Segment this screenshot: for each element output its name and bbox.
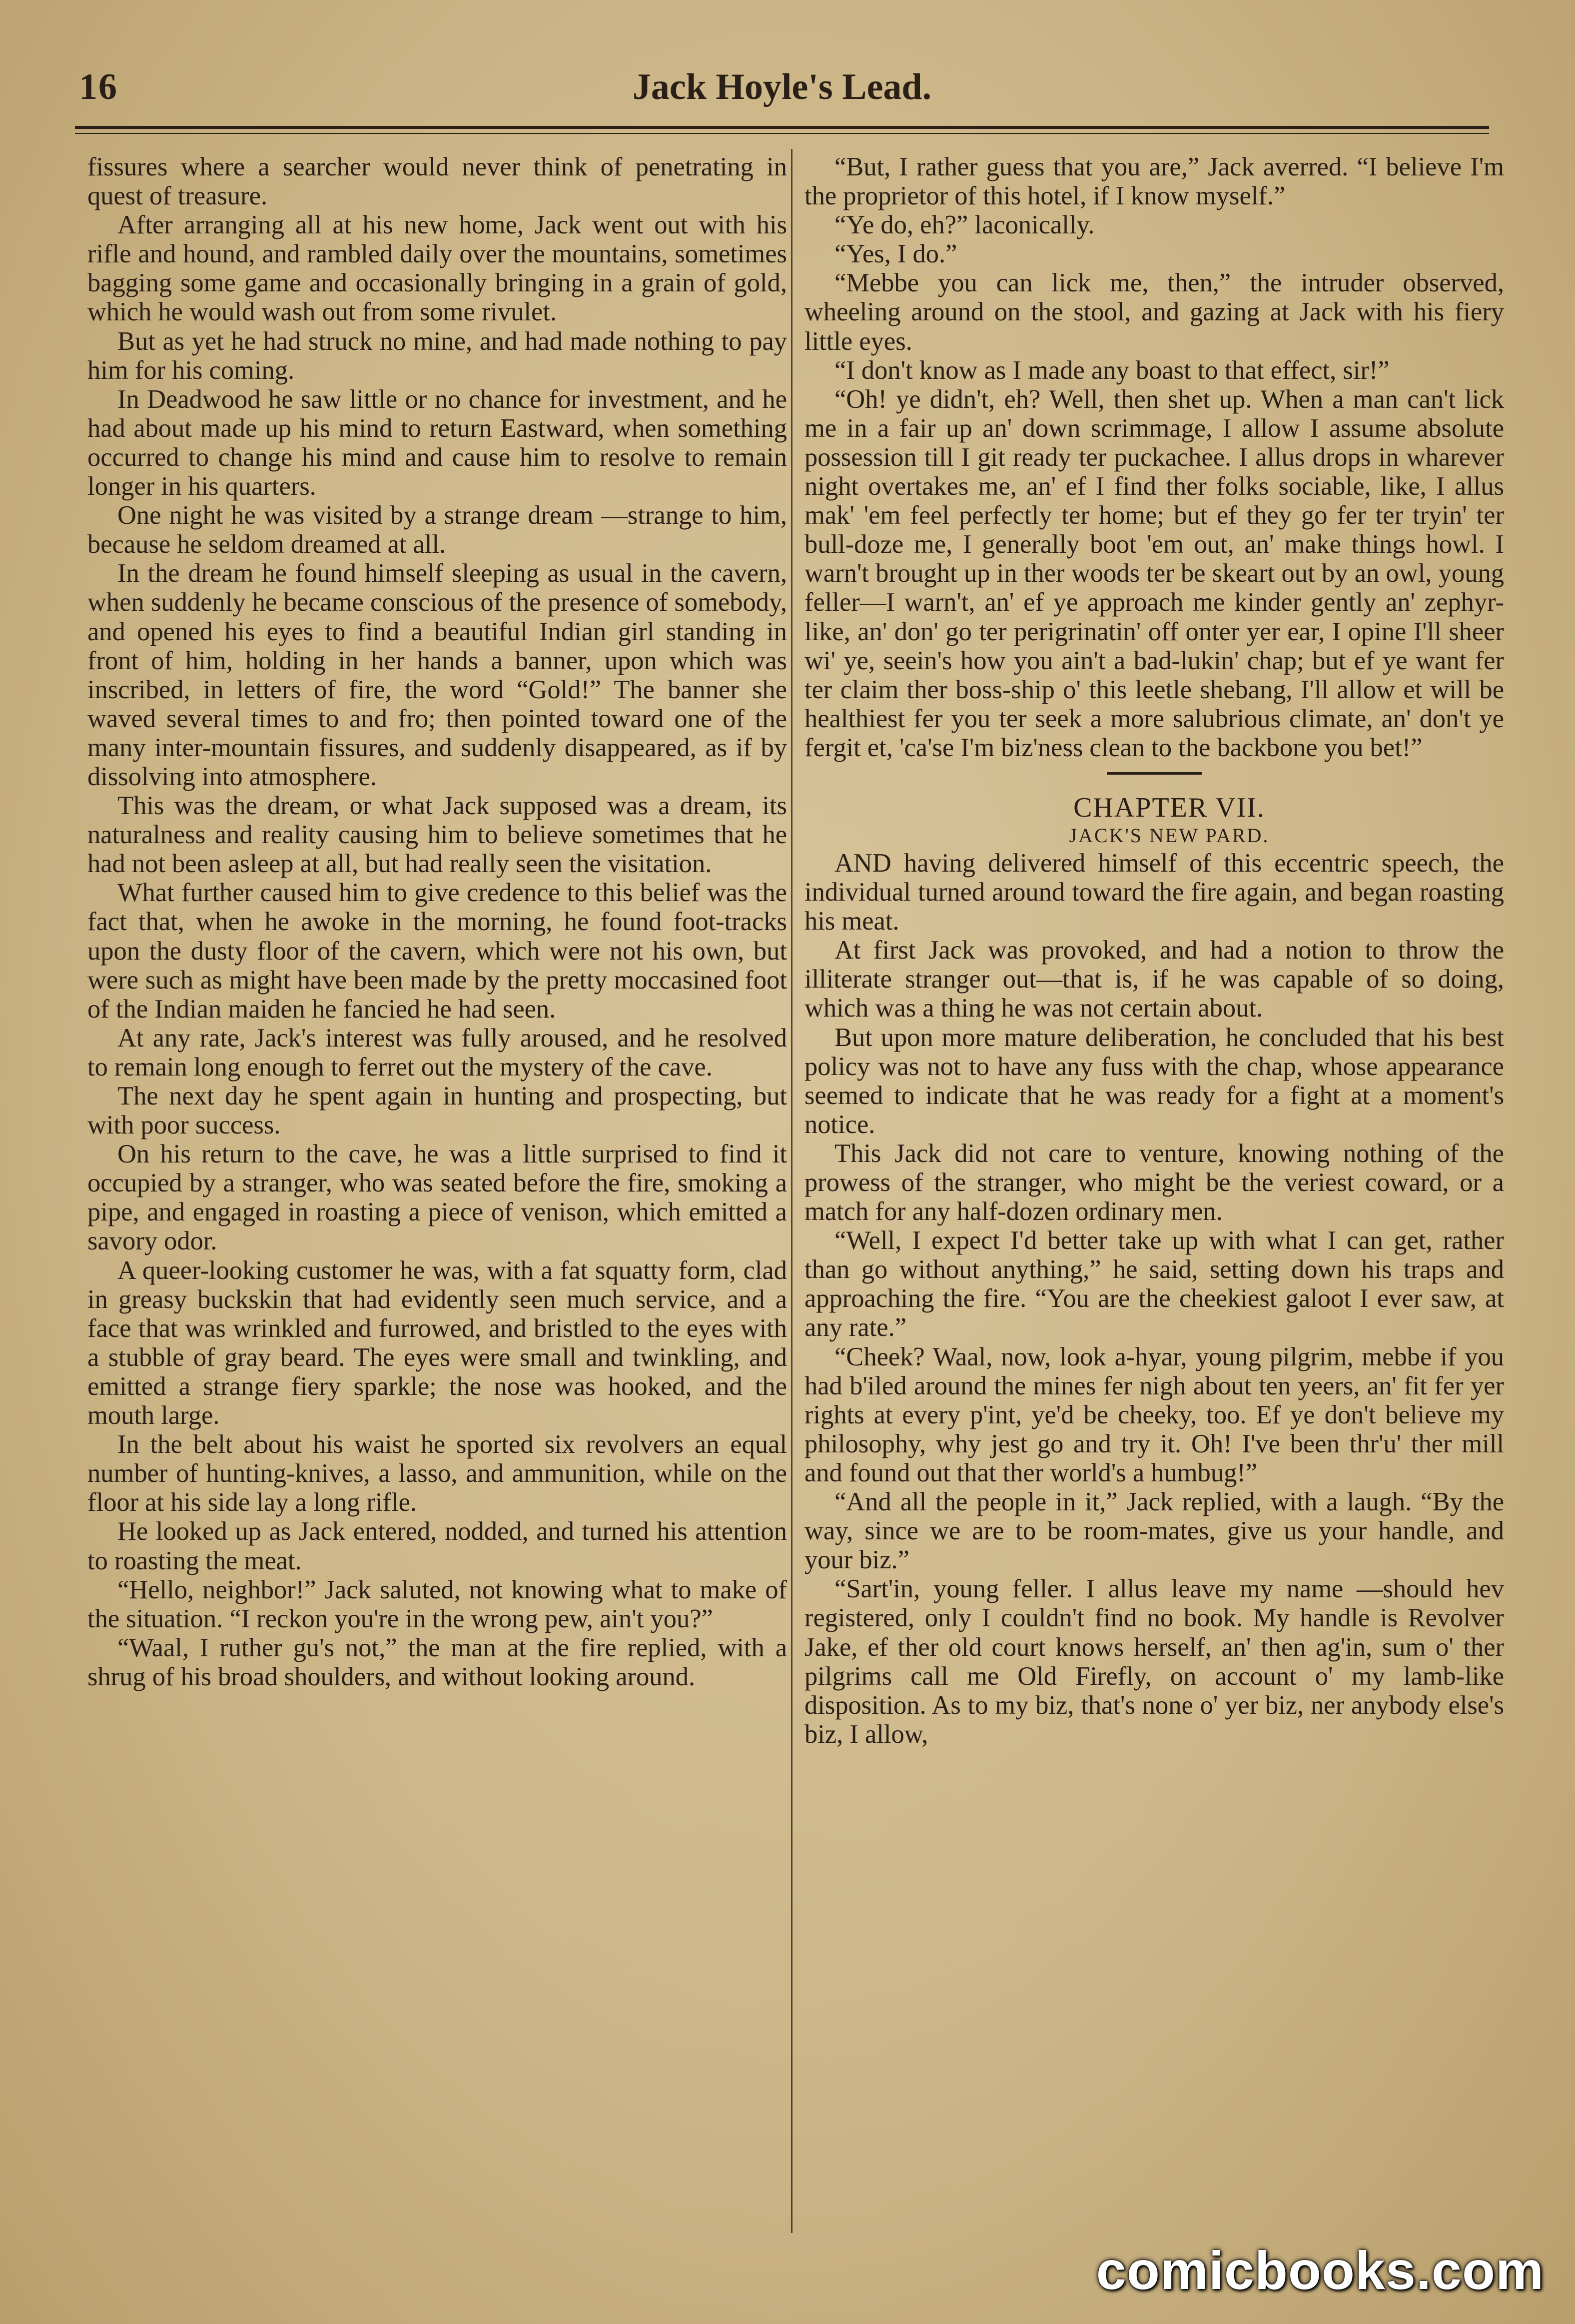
paragraph: “And all the people in it,” Jack replied, with a laugh. “By the way, since we are to be room-mates, give us your handle, and your biz.” xyxy=(804,1487,1504,1575)
paragraph: But upon more mature deliberation, he concluded that his best policy was not to have any fuss with the chap, whose appearance seemed to indicate that he was ready for a fight at a moment's notice. xyxy=(804,1023,1504,1139)
column-divider xyxy=(791,149,792,2233)
paragraph: He looked up as Jack entered, nodded, and turned his attention to roasting the meat. xyxy=(87,1517,787,1575)
paragraph: “But, I rather guess that you are,” Jack averred. “I believe I'm the proprietor of this hotel, if I know myself.” xyxy=(804,152,1504,211)
page-number: 16 xyxy=(79,66,118,107)
paragraph: On his return to the cave, he was a little surprised to find it occupied by a stranger, who was seated before the fire, smoking a pipe, and engaged in roasting a piece of venison, which emitted a savory odor. xyxy=(87,1140,787,1256)
header-rule-thin xyxy=(75,133,1489,134)
running-title: Jack Hoyle's Lead. xyxy=(632,66,932,107)
page-header xyxy=(75,65,1489,120)
paragraph: What further caused him to give credence to this belief was the fact that, when he awoke in the morning, he found foot-tracks upon the dusty floor of the cavern, which were not his own, but were such as might have been made by the pretty moccasined foot of the Indian maiden he fancied he had seen. xyxy=(87,878,787,1024)
paragraph: “Sart'in, young feller. I allus leave my name —should hev registered, only I couldn't find no book. My handle is Revolver Jake, ef ther old court knows herself, an' then ag'in, sum o' ther pilgrims call me Old Firefly, on account o' my lamb-like disposition. As to my biz, that's none o' yer biz, ner anybody else's biz, I allow, xyxy=(804,1574,1504,1749)
section-rule xyxy=(1107,772,1202,775)
paragraph: After arranging all at his new home, Jack went out with his rifle and hound, and rambled daily over the mountains, sometimes bagging some game and occasionally bringing in a grain of gold, which he would wash out from some rivulet. xyxy=(87,210,787,327)
paragraph: In the belt about his waist he sported six revolvers an equal number of hunting-knives, a lasso, and ammunition, while on the floor at his side lay a long rifle. xyxy=(87,1430,787,1517)
paragraph: This Jack did not care to venture, knowing nothing of the prowess of the stranger, who might be the veriest coward, or a match for any half-dozen ordinary men. xyxy=(804,1139,1504,1226)
left-column xyxy=(87,152,787,1691)
paragraph: “Hello, neighbor!” Jack saluted, not knowing what to make of the situation. “I reckon you're in the wrong pew, ain't you?” xyxy=(87,1575,787,1633)
paragraph: But as yet he had struck no mine, and had made nothing to pay him for his coming. xyxy=(87,326,787,385)
chapter-subtitle: JACK'S NEW PARD. xyxy=(1069,824,1270,847)
paragraph: One night he was visited by a strange dream —strange to him, because he seldom dreamed at all. xyxy=(87,501,787,559)
right-column xyxy=(804,152,1504,1749)
paragraph: At any rate, Jack's interest was fully aroused, and he resolved to remain long enough to ferret out the mystery of the cave. xyxy=(87,1023,787,1082)
paragraph: fissures where a searcher would never think of penetrating in quest of treasure. xyxy=(87,152,787,211)
paragraph: This was the dream, or what Jack supposed was a dream, its naturalness and reality causing him to believe sometimes that he had not been asleep at all, but had really seen the visitation. xyxy=(87,791,787,879)
paragraph: “Mebbe you can lick me, then,” the intruder observed, wheeling around on the stool, and gazing at Jack with his fiery little eyes. xyxy=(804,268,1504,356)
chapter-title: CHAPTER VII. xyxy=(1073,792,1265,823)
watermark: comicbooks.com xyxy=(1096,2240,1544,2301)
paragraph: “I don't know as I made any boast to that effect, sir!” xyxy=(834,355,1390,385)
paragraph: “Well, I expect I'd better take up with what I can get, rather than go without anything,” he said, setting down his traps and approaching the fire. “You are the cheekiest galoot I ever saw, at any rate.” xyxy=(804,1226,1504,1342)
paragraph: “Waal, I ruther gu's not,” the man at the fire replied, with a shrug of his broad shoulders, and without looking around. xyxy=(87,1633,787,1691)
paragraph: “Cheek? Waal, now, look a-hyar, young pilgrim, mebbe if you had b'iled around the mines fer nigh about ten yeers, an' fit fer yer rights at every p'int, ye'd be cheeky, too. Ef ye don't believe my philosophy, why jest go and try it. Oh! I've been thr'u' ther mill and found out that ther world's a humbug!” xyxy=(804,1342,1504,1487)
header-rule-thick xyxy=(75,126,1489,129)
paragraph: In Deadwood he saw little or no chance for investment, and he had about made up his mind to return Eastward, when something occurred to change his mind and cause him to resolve to remain longer in his quarters. xyxy=(87,384,787,501)
paragraph: A queer-looking customer he was, with a fat squatty form, clad in greasy buckskin that had evidently seen much service, and a face that was wrinkled and furrowed, and bristled to the eyes with a stubble of gray beard. The eyes were small and twinkling, and emitted a strange fiery sparkle; the nose was hooked, and the mouth large. xyxy=(87,1255,787,1430)
paragraph: AND having delivered himself of this eccentric speech, the individual turned around toward the fire again, and began roasting his meat. xyxy=(804,848,1504,936)
paragraph: “Ye do, eh?” laconically. xyxy=(834,210,1095,240)
paragraph: At first Jack was provoked, and had a notion to throw the illiterate stranger out—that is, if he was capable of so doing, which was a thing he was not certain about. xyxy=(804,936,1504,1023)
paragraph: In the dream he found himself sleeping as usual in the cavern, when suddenly he became conscious of the presence of somebody, and opened his eyes to find a beautiful Indian girl standing in front of him, holding in her hands a banner, upon which was inscribed, in letters of fire, the word “Gold!” The banner she waved several times to and fro; then pointed toward one of the many inter-mountain fissures, and suddenly disappeared, as if by dissolving into atmosphere. xyxy=(87,559,787,791)
paragraph: The next day he spent again in hunting and prospecting, but with poor success. xyxy=(87,1082,787,1140)
paragraph: “Oh! ye didn't, eh? Well, then shet up. When a man can't lick me in a fair up an' down scrimmage, I allow I assume absolute possession till I git ready ter puckachee. I allus drops in wharever night overtakes me, an' ef I find ther folks sociable, like, I allus mak' 'em feel perfectly ter home; but ef they go fer ter tryin' ter bull-doze me, I generally boot 'em out, an' make things howl. I warn't brought up in ther woods ter be skeart out by an owl, young feller—I warn't, an' ef ye approach me kinder gently an' zephyr-like, an' don' go ter perigrinatin' off onter yer ear, I opine I'll sheer wi' ye, seein's how you ain't a bad-lukin' chap; but ef ye want fer ter claim ther boss-ship o' this leetle shebang, I'll allow et will be healthiest fer you ter seek a more salubrious climate, an' don't ye fergit et, 'ca'se I'm biz'ness clean to the backbone you bet!” xyxy=(804,384,1504,762)
paragraph: “Yes, I do.” xyxy=(834,239,957,269)
